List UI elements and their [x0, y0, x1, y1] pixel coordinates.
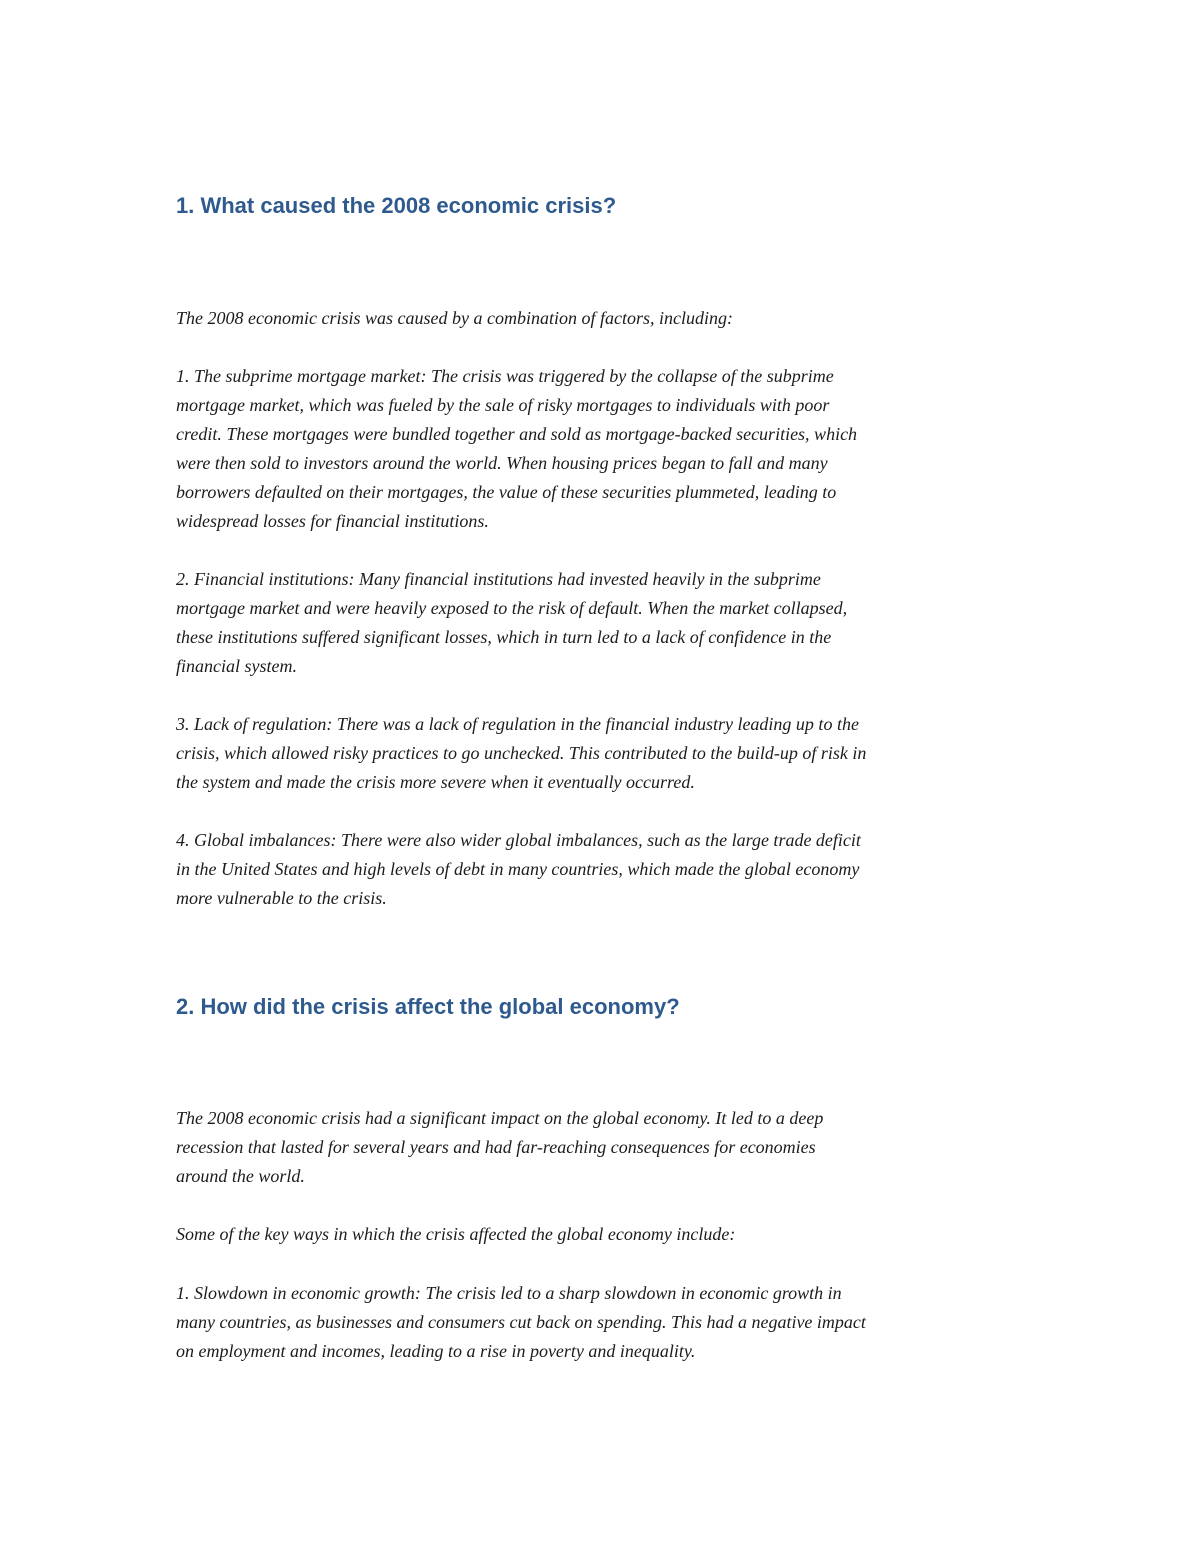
- text-line: more vulnerable to the crisis.: [176, 888, 387, 908]
- text-line: mortgage market, which was fueled by the sale of risky mortgages to individuals with poor: [176, 395, 830, 415]
- text-line: widespread losses for financial institutions.: [176, 511, 489, 531]
- text-line: The 2008 economic crisis was caused by a combination of factors, including:: [176, 308, 733, 328]
- section-1-point-2-paragraph: [176, 565, 1036, 681]
- text-line: 2. Financial institutions: Many financial institutions had invested heavily in the subprime: [176, 569, 821, 589]
- section-2-lead-paragraph: [176, 1220, 1036, 1249]
- text-line: the system and made the crisis more severe when it eventually occurred.: [176, 772, 695, 792]
- text-line: financial system.: [176, 656, 297, 676]
- section-1-point-3-paragraph: [176, 710, 1036, 797]
- text-line: 1. The subprime mortgage market: The crisis was triggered by the collapse of the subprime: [176, 366, 834, 386]
- text-line: these institutions suffered significant losses, which in turn led to a lack of confidence in the: [176, 627, 832, 647]
- text-line: borrowers defaulted on their mortgages, the value of these securities plummeted, leading to: [176, 482, 837, 502]
- section-1-point-4-paragraph: [176, 826, 1036, 913]
- text-line: mortgage market and were heavily exposed to the risk of default. When the market collapsed,: [176, 598, 848, 618]
- section-2-point-1-paragraph: [176, 1279, 1036, 1366]
- text-line: 4. Global imbalances: There were also wider global imbalances, such as the large trade deficit: [176, 830, 861, 850]
- text-line: 1. Slowdown in economic growth: The crisis led to a sharp slowdown in economic growth in: [176, 1283, 842, 1303]
- text-line: Some of the key ways in which the crisis affected the global economy include:: [176, 1224, 736, 1244]
- text-line: were then sold to investors around the world. When housing prices began to fall and many: [176, 453, 828, 473]
- section-1-intro-paragraph: [176, 304, 1036, 333]
- text-line: around the world.: [176, 1166, 305, 1186]
- text-line: 3. Lack of regulation: There was a lack of regulation in the financial industry leading up to the: [176, 714, 859, 734]
- text-line: recession that lasted for several years and had far-reaching consequences for economies: [176, 1137, 816, 1157]
- section-2-intro-paragraph: [176, 1104, 1036, 1191]
- section-2-heading: 2. How did the crisis affect the global economy?: [176, 994, 680, 1019]
- text-line: on employment and incomes, leading to a rise in poverty and inequality.: [176, 1341, 696, 1361]
- section-1-heading: 1. What caused the 2008 economic crisis?: [176, 193, 617, 218]
- section-1-point-1-paragraph: [176, 362, 1036, 536]
- text-line: The 2008 economic crisis had a significant impact on the global economy. It led to a deep: [176, 1108, 824, 1128]
- text-line: many countries, as businesses and consumers cut back on spending. This had a negative impact: [176, 1312, 866, 1332]
- text-line: crisis, which allowed risky practices to go unchecked. This contributed to the build-up of risk in: [176, 743, 867, 763]
- text-line: in the United States and high levels of debt in many countries, which made the global economy: [176, 859, 860, 879]
- text-line: credit. These mortgages were bundled together and sold as mortgage-backed securities, which: [176, 424, 858, 444]
